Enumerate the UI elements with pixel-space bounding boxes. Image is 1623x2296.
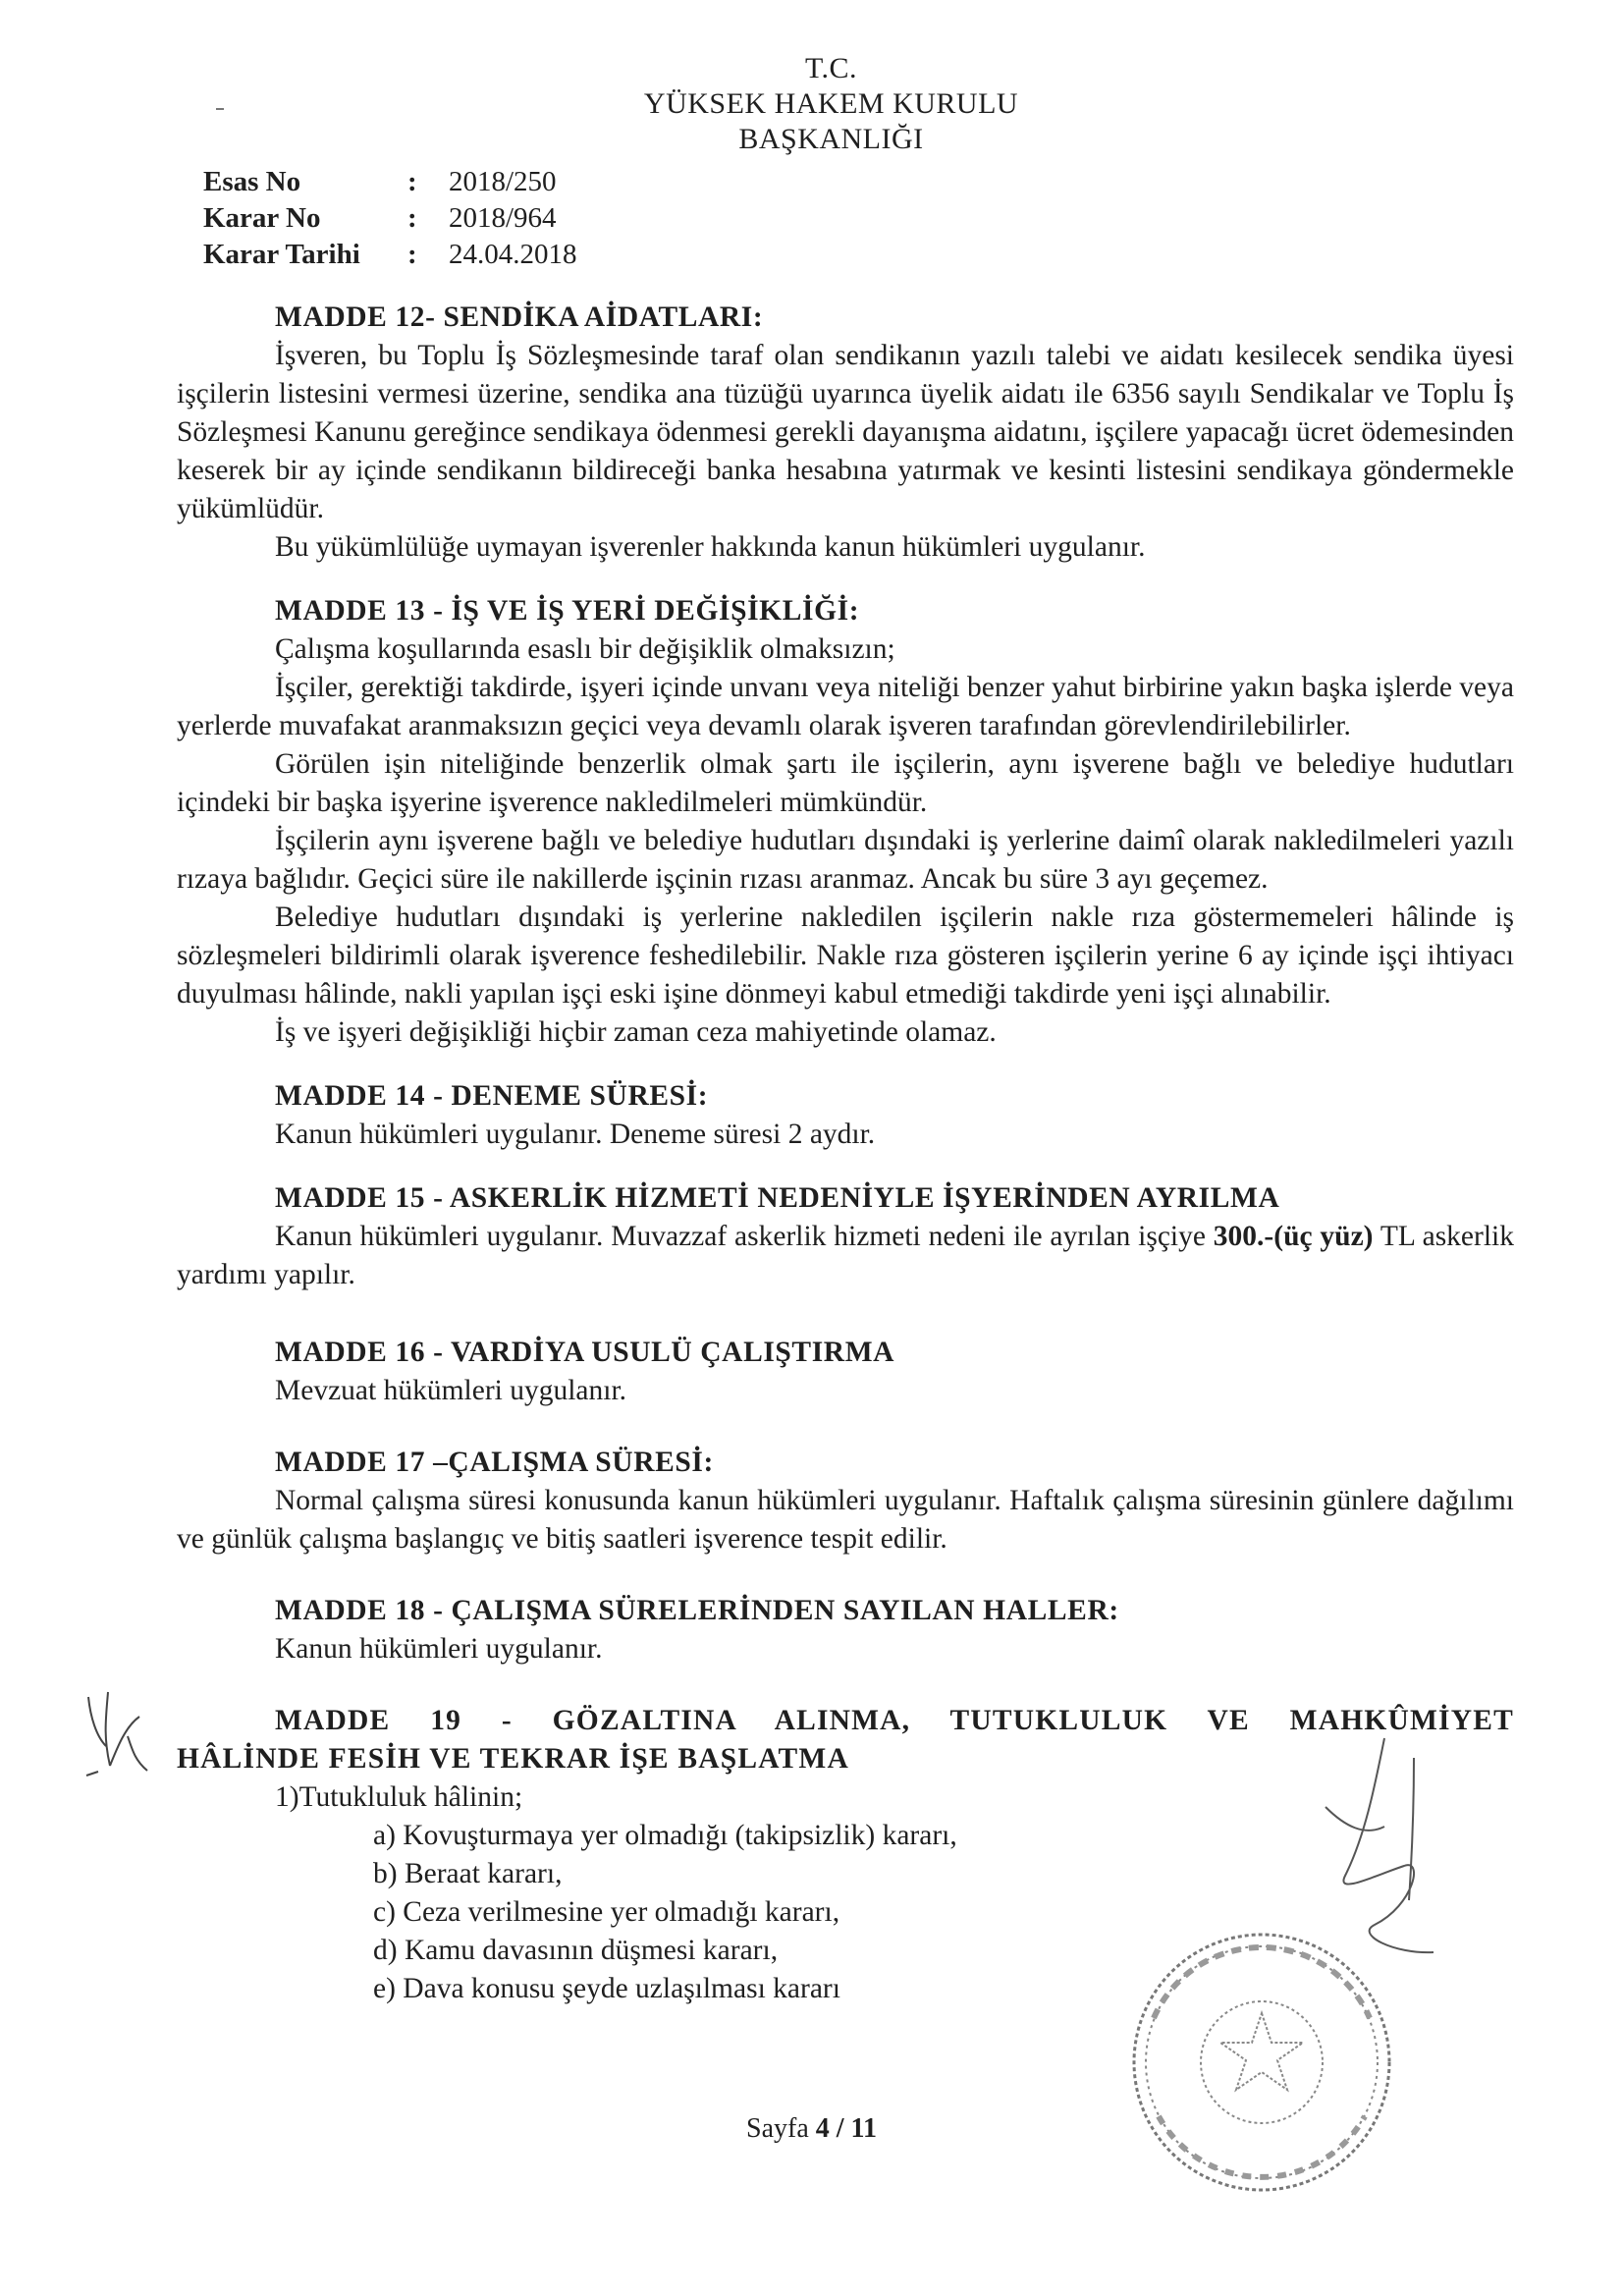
article-17-title: MADDE 17 –ÇALIŞMA SÜRESİ: [275,1447,714,1478]
article-15-text: Kanun hükümleri uygulanır. Muvazzaf askerlik hizmeti nedeni ile ayrılan işçiye [275,1221,1214,1252]
article-13-paragraph: İş ve işyeri değişikliği hiçbir zaman ceza mahiyetinde olamaz. [275,1016,997,1048]
article-15-paragraph [177,1218,1514,1294]
meta-row-karar-tarihi [203,237,577,273]
article-14-paragraph: Kanun hükümleri uygulanır. Deneme süresi 2 aydır. [275,1119,876,1150]
list-item: a) Kovuşturmaya yer olmadığı (takipsizlik) kararı, [373,1820,957,1851]
meta-separator: : [407,202,417,234]
initials-signature [79,1677,157,1795]
article-13-paragraph: Görülen işin niteliğinde benzerlik olmak şartı ile işçilerin, aynı işverene bağlı ve belediye hudutları içindeki bir başka işyerine işverence nakledilmeleri mümkündür. [177,748,1514,818]
article-17-paragraph: Normal çalışma süresi konusunda kanun hükümleri uygulanır. Haftalık çalışma süresinin günlere dağılımı ve günlük çalışma başlangıç ve bitiş saatleri işverence tespit edilir. [177,1485,1514,1555]
list-item: d) Kamu davasının düşmesi kararı, [373,1935,779,1966]
article-15-amount: 300.-(üç yüz) [1213,1221,1374,1252]
article-13-title: MADDE 13 - İŞ VE İŞ YERİ DEĞİŞİKLİĞİ: [275,595,860,627]
article-18-paragraph: Kanun hükümleri uygulanır. [275,1633,603,1665]
meta-row-esas-no [203,164,577,200]
article-19-intro: 1)Tutukluluk hâlinin; [275,1781,523,1813]
page-number: 4 / 11 [815,2113,877,2144]
article-15-text-end: TL askerlik yardımı yapılır. [177,1221,1514,1290]
article-13-paragraph: İşçiler, gerektiği takdirde, işyeri içinde unvanı veya niteliği benzer yahut birbirine yakın başka işlerde veya yerlerde muvafakat aranmaksızın geçici veya devamlı olarak işveren tarafından görevlendirilebilirler. [177,672,1514,741]
document-header [0,51,1623,157]
meta-value: 2018/250 [449,166,557,197]
header-line-country: T.C. [804,52,858,84]
meta-row-karar-no [203,200,577,237]
article-12-paragraph: Bu yükümlülüğe uymayan işverenler hakkında kanun hükümleri uygulanır. [275,531,1146,563]
article-14-title: MADDE 14 - DENEME SÜRESİ: [275,1080,709,1112]
list-item: b) Beraat kararı, [373,1858,563,1889]
meta-separator: : [407,239,417,270]
article-19-title-line1: MADDE 19 - GÖZALTINA ALINMA, TUTUKLULUK VE MAHKÛMİYET [275,1705,1514,1736]
header-line-office: BAŞKANLIĞI [738,123,924,155]
article-13-paragraph: İşçilerin aynı işverene bağlı ve belediye hudutları dışındaki iş yerlerine daimî olarak nakledilmeleri yazılı rızaya bağlıdır. Geçici süre ile nakillerde işçinin rızası aranmaz. Ancak bu süre 3 ayı geçemez. [177,825,1514,895]
official-seal-stamp [1114,1920,1409,2205]
meta-value: 24.04.2018 [449,239,577,270]
list-item: e) Dava konusu şeyde uzlaşılması kararı [373,1973,840,2004]
article-16-title: MADDE 16 - VARDİYA USULÜ ÇALIŞTIRMA [275,1337,895,1368]
article-15-title: MADDE 15 - ASKERLİK HİZMETİ NEDENİYLE İŞYERİNDEN AYRILMA [275,1182,1280,1214]
case-metadata [203,164,577,273]
header-line-institution: YÜKSEK HAKEM KURULU [643,87,1019,120]
meta-label: Karar Tarihi [203,239,360,270]
article-13-paragraph: Çalışma koşullarında esaslı bir değişiklik olmaksızın; [275,633,895,665]
page-footer [0,2113,1623,2145]
meta-label: Esas No [203,166,301,197]
article-19-title-line2: HÂLİNDE FESİH VE TEKRAR İŞE BAŞLATMA [177,1743,849,1775]
page-label: Sayfa [746,2113,809,2144]
article-13-paragraph: Belediye hudutları dışındaki iş yerlerine nakledilen işçilerin nakle rıza göstermemeleri hâlinde iş sözleşmeleri bildirimli olarak işverence feshedilebilir. Nakle rıza gösteren işçilerin yerine 6 ay içinde işçi ihtiyacı duyulması hâlinde, nakli yapılan işçi eski işine dönmeyi kabul etmediği takdirde yeni işçi alınabilir. [177,902,1514,1010]
meta-separator: : [407,166,417,197]
article-18-title: MADDE 18 - ÇALIŞMA SÜRELERİNDEN SAYILAN HALLER: [275,1595,1119,1626]
article-16-paragraph: Mevzuat hükümleri uygulanır. [275,1375,627,1406]
meta-value: 2018/964 [449,202,557,234]
article-12-title: MADDE 12- SENDİKA AİDATLARI: [275,301,764,333]
article-12-paragraph: İşveren, bu Toplu İş Sözleşmesinde taraf olan sendikanın yazılı talebi ve aidatı kesilecek sendika üyesi işçilerin listesini vermesi üzerine, sendika ana tüzüğü uyarınca üyelik aidatı ile 6356 sayılı Sendikalar ve Toplu İş Sözleşmesi Kanunu gereğince sendikaya ödenmesi gerekli dayanışma aidatını, işçilere yapacağı ücret ödemesinden keserek bir ay içinde sendikanın bildireceği banka hesabına yatırmak ve kesinti listesini sendikaya göndermekle yükümlüdür. [177,340,1514,524]
meta-label: Karar No [203,202,321,234]
list-item: c) Ceza verilmesine yer olmadığı kararı, [373,1896,840,1928]
